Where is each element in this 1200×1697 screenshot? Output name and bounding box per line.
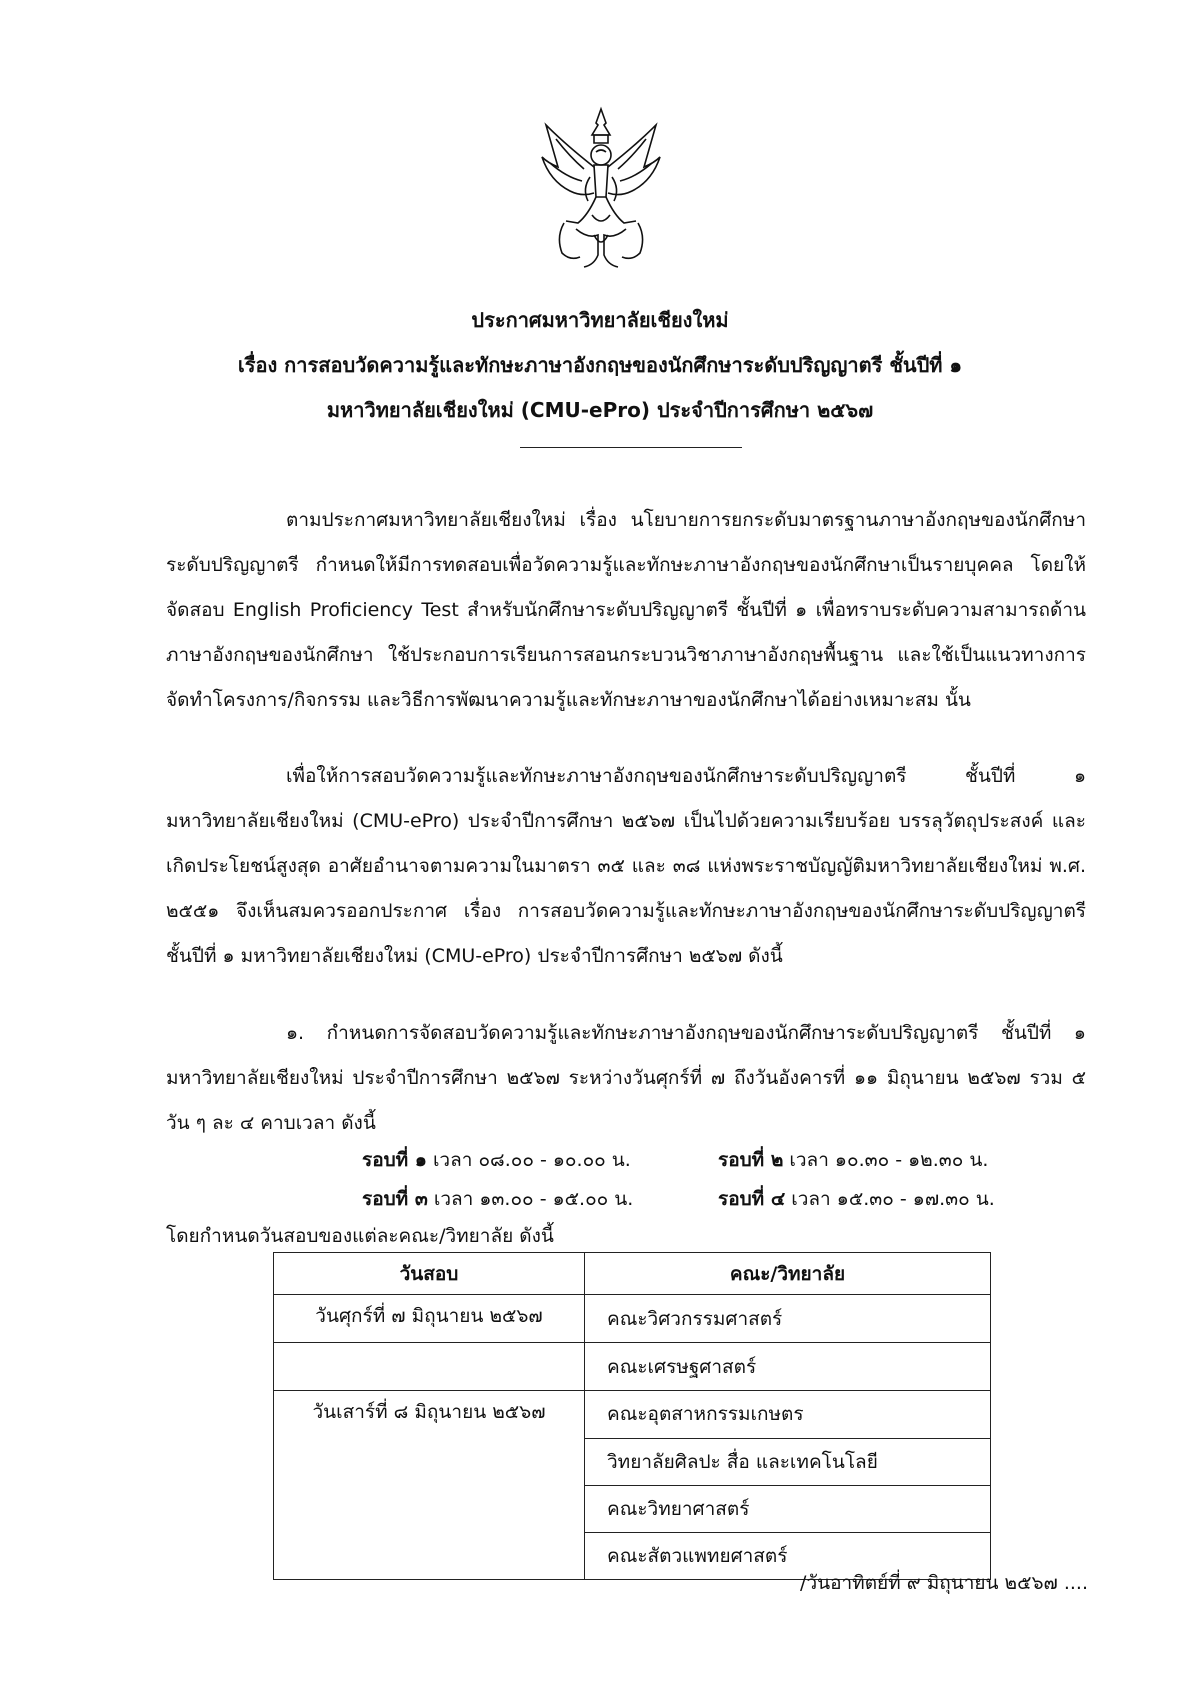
- round-4-label: รอบที่ ๔: [718, 1188, 786, 1210]
- round-2-label: รอบที่ ๒: [718, 1149, 784, 1171]
- body-paragraph-3: [166, 1011, 1086, 1146]
- exam-date-cell: [274, 1343, 585, 1391]
- continued-on-next-page: /วันอาทิตย์ที่ ๙ มิถุนายน ๒๕๖๗ ....: [800, 1572, 1088, 1594]
- title-divider: [520, 447, 742, 448]
- exam-date-cell: [274, 1438, 585, 1485]
- round-1-time: เวลา ๐๘.๐๐ - ๑๐.๐๐ น.: [432, 1149, 631, 1171]
- round-1-label: รอบที่ ๑: [362, 1149, 427, 1171]
- faculty-cell: คณะวิศวกรรมศาสตร์: [585, 1295, 991, 1343]
- round-1: [362, 1149, 631, 1171]
- faculty-cell: คณะอุตสาหกรรมเกษตร: [585, 1391, 991, 1439]
- table-row: [274, 1295, 991, 1343]
- exam-date-cell: วันเสาร์ที่ ๘ มิถุนายน ๒๕๖๗: [274, 1391, 585, 1439]
- header-faculty: คณะ/วิทยาลัย: [585, 1253, 991, 1295]
- round-3: [362, 1188, 633, 1210]
- round-3-label: รอบที่ ๓: [362, 1188, 428, 1210]
- body-paragraph-1: [166, 498, 1086, 723]
- exam-date-cell: วันศุกร์ที่ ๗ มิถุนายน ๒๕๖๗: [274, 1295, 585, 1343]
- announcement-subject: เรื่อง การสอบวัดความรู้และทักษะภาษาอังกฤษของนักศึกษาระดับปริญญาตรี ชั้นปีที่ ๑: [237, 353, 963, 377]
- announcement-subject-cont: มหาวิทยาลัยเชียงใหม่ (CMU-ePro) ประจำปีการศึกษา ๒๕๖๗: [326, 398, 874, 422]
- exam-date-cell: [274, 1532, 585, 1580]
- faculty-cell: คณะเศรษฐศาสตร์: [585, 1343, 991, 1391]
- faculty-cell: วิทยาลัยศิลปะ สื่อ และเทคโนโลยี: [585, 1438, 991, 1485]
- round-2: [718, 1145, 988, 1175]
- round-2-time: เวลา ๑๐.๓๐ - ๑๒.๓๐ น.: [789, 1149, 989, 1171]
- faculty-cell: คณะสัตวแพทยศาสตร์: [585, 1532, 991, 1580]
- exam-rounds-row-1: [362, 1145, 989, 1175]
- header-exam-date: วันสอบ: [274, 1253, 585, 1295]
- exam-date-cell: [274, 1485, 585, 1532]
- table-row: [274, 1391, 991, 1439]
- body-paragraph-1-text: ตามประกาศมหาวิทยาลัยเชียงใหม่ เรื่อง นโยบายการยกระดับมาตรฐานภาษาอังกฤษของนักศึกษาระดับปริญญาตรี กำหนดให้มีการทดสอบเพื่อวัดความรู้และทักษะภาษาอังกฤษของนักศึกษาเป็นรายบุคคล โดยให้จัดสอบ English Proficiency Test สำหรับนักศึกษาระดับปริญญาตรี ชั้นปีที่ ๑ เพื่อทราบระดับความสามารถด้านภาษาอังกฤษของนักศึกษา ใช้ประกอบการเรียนการสอนกระบวนวิชาภาษาอังกฤษพื้นฐาน และใช้เป็นแนวทางการจัดทำโครงการ/กิจกรรม และวิธีการพัฒนาความรู้และทักษะภาษาของนักศึกษาได้อย่างเหมาะสม นั้น: [166, 509, 1086, 711]
- round-4: [718, 1184, 995, 1214]
- table-header-row: [274, 1253, 991, 1295]
- exam-rounds-row-2: [362, 1184, 995, 1214]
- round-4-time: เวลา ๑๕.๓๐ - ๑๗.๓๐ น.: [791, 1188, 995, 1210]
- garuda-emblem-icon: [536, 105, 666, 273]
- body-paragraph-2: [166, 754, 1086, 979]
- faculty-cell: คณะวิทยาศาสตร์: [585, 1485, 991, 1532]
- table-row: [274, 1485, 991, 1532]
- announcement-title: ประกาศมหาวิทยาลัยเชียงใหม่: [471, 308, 729, 332]
- table-row: [274, 1343, 991, 1391]
- round-3-time: เวลา ๑๓.๐๐ - ๑๕.๐๐ น.: [433, 1188, 634, 1210]
- body-paragraph-3-text: ๑. กำหนดการจัดสอบวัดความรู้และทักษะภาษาอังกฤษของนักศึกษาระดับปริญญาตรี ชั้นปีที่ ๑ มหาวิทยาลัยเชียงใหม่ ประจำปีการศึกษา ๒๕๖๗ ระหว่างวันศุกร์ที่ ๗ ถึงวันอังคารที่ ๑๑ มิถุนายน ๒๕๖๗ รวม ๕ วัน ๆ ละ ๔ คาบเวลา ดังนี้: [166, 1022, 1086, 1134]
- body-paragraph-2-text: เพื่อให้การสอบวัดความรู้และทักษะภาษาอังกฤษของนักศึกษาระดับปริญญาตรี ชั้นปีที่ ๑ มหาวิทยาลัยเชียงใหม่ (CMU-ePro) ประจำปีการศึกษา ๒๕๖๗ เป็นไปด้วยความเรียบร้อย บรรลุวัตถุประสงค์ และเกิดประโยชน์สูงสุด อาศัยอำนาจตามความในมาตรา ๓๕ และ ๓๘ แห่งพระราชบัญญัติมหาวิทยาลัยเชียงใหม่ พ.ศ. ๒๕๕๑ จึงเห็นสมควรออกประกาศ เรื่อง การสอบวัดความรู้และทักษะภาษาอังกฤษของนักศึกษาระดับปริญญาตรี ชั้นปีที่ ๑ มหาวิทยาลัยเชียงใหม่ (CMU-ePro) ประจำปีการศึกษา ๒๕๖๗ ดังนี้: [166, 765, 1086, 967]
- table-row: [274, 1438, 991, 1485]
- schedule-note: โดยกำหนดวันสอบของแต่ละคณะ/วิทยาลัย ดังนี้: [166, 1225, 554, 1247]
- exam-schedule-table: [273, 1252, 991, 1580]
